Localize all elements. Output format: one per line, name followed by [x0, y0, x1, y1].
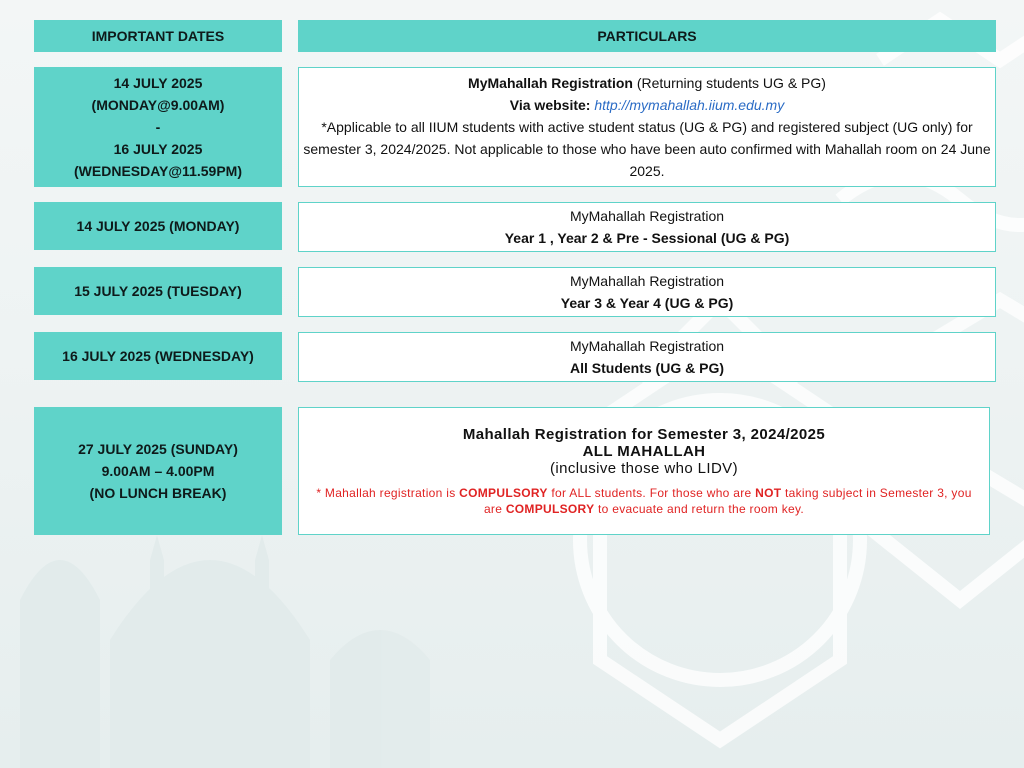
date-line: (MONDAY@9.00AM) — [91, 97, 225, 113]
particulars-cell-row-3 — [298, 267, 996, 317]
particulars-group: Year 3 & Year 4 (UG & PG) — [560, 295, 734, 311]
registration-title-rest: (Returning students UG & PG) — [632, 75, 826, 91]
date-line: 14 JULY 2025 — [113, 75, 203, 91]
particulars-cell-row-5 — [298, 407, 990, 535]
particulars-line: MyMahallah Registration — [569, 273, 725, 289]
mahallah-registration-title: Mahallah Registration for Semester 3, 2024/2025 — [462, 425, 826, 443]
date-cell-row-2: 14 JULY 2025 (MONDAY) — [34, 202, 282, 250]
registration-title — [468, 72, 826, 94]
date-line: 9.00AM – 4.00PM — [101, 463, 215, 479]
all-mahallah-label: ALL MAHALLAH — [582, 442, 706, 460]
particulars-group: Year 1 , Year 2 & Pre - Sessional (UG & PG) — [504, 230, 790, 246]
particulars-line: MyMahallah Registration — [569, 208, 725, 224]
header-particulars: PARTICULARS — [298, 20, 996, 52]
website-link[interactable]: http://mymahallah.iium.edu.my — [594, 97, 785, 113]
compulsory-warning — [309, 485, 979, 517]
warning-emphasis: COMPULSORY — [505, 501, 595, 516]
date-line: 16 JULY 2025 — [113, 141, 203, 157]
website-line — [510, 94, 784, 116]
warning-text: to evacuate and return the room key. — [594, 501, 805, 516]
particulars-cell-row-2 — [298, 202, 996, 252]
warning-emphasis: NOT — [755, 485, 782, 500]
particulars-cell-row-1 — [298, 67, 996, 187]
warning-emphasis: COMPULSORY — [459, 485, 548, 500]
applicability-note: *Applicable to all IIUM students with active student status (UG & PG) and registered subject (UG only) for semester 3, 2024/2025. Not applicable to those who have been auto confirmed with Mahallah room on 24 June 2025. — [303, 119, 991, 179]
warning-text: for ALL students. For those who are — [547, 485, 756, 500]
particulars-line: MyMahallah Registration — [569, 338, 725, 354]
date-cell-row-5 — [34, 407, 282, 535]
date-line: 27 JULY 2025 (SUNDAY) — [78, 441, 238, 457]
date-line: - — [155, 119, 161, 135]
date-line: (WEDNESDAY@11.59PM) — [74, 163, 242, 179]
date-cell-row-1 — [34, 67, 282, 187]
date-cell-row-4: 16 JULY 2025 (WEDNESDAY) — [34, 332, 282, 380]
header-important-dates: IMPORTANT DATES — [34, 20, 282, 52]
date-line: (NO LUNCH BREAK) — [89, 485, 227, 501]
particulars-group: All Students (UG & PG) — [570, 360, 724, 376]
website-label: Via website: — [509, 97, 595, 113]
warning-text: taking subject in Semester 3, you are — [483, 485, 972, 516]
warning-text: * Mahallah registration is — [316, 485, 460, 500]
date-cell-row-3: 15 JULY 2025 (TUESDAY) — [34, 267, 282, 315]
inclusive-note: (inclusive those who LIDV) — [550, 459, 738, 477]
registration-title-bold: MyMahallah Registration — [468, 75, 633, 91]
particulars-cell-row-4 — [298, 332, 996, 382]
